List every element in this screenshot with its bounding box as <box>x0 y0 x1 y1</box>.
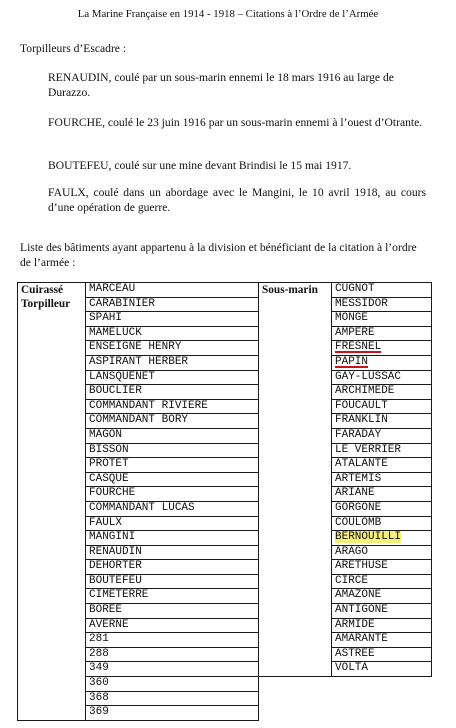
table-row <box>18 283 432 298</box>
ship-cell: DEHORTER <box>86 560 259 575</box>
table-row <box>18 355 432 370</box>
table-row <box>18 706 432 721</box>
ship-cell: 369 <box>86 706 259 721</box>
submarine-name: ARCHIMEDE <box>335 385 395 398</box>
submarine-cell <box>332 531 432 546</box>
label-cell <box>259 341 332 356</box>
submarine-name: AMPERE <box>335 326 375 339</box>
ship-cell: BOREE <box>86 604 259 619</box>
table-row <box>18 443 432 458</box>
table-row <box>18 428 432 443</box>
empty-cell <box>259 677 332 692</box>
entry-text: , coulé le 23 juin 1916 par un sous-marin ennemi à l’ouest d’Otrante. <box>102 116 423 129</box>
label-cell <box>18 706 86 721</box>
submarine-name: BERNOUILLI <box>335 531 402 544</box>
submarine-cell <box>332 560 432 575</box>
table-row <box>18 691 432 706</box>
entry-renaudin <box>48 70 426 101</box>
label-cell <box>18 647 86 662</box>
submarine-name: ARAGO <box>335 545 369 558</box>
submarine-name: ARIANE <box>335 487 375 500</box>
table-row <box>18 501 432 516</box>
label-cell <box>259 414 332 429</box>
submarine-cell <box>332 472 432 487</box>
entry-text: , coulé sur une mine devant Brindisi le 15 mai 1917. <box>108 159 352 172</box>
entry-text: , coulé dans un abordage avec le Mangini, le 10 avril 1918, au cours d’une opération de guerre. <box>48 186 426 215</box>
table-row <box>18 560 432 575</box>
submarine-name: AMAZONE <box>335 589 382 602</box>
submarine-name: LE VERRIER <box>335 443 402 456</box>
entry-boutefeu <box>48 158 426 173</box>
label-cell <box>259 312 332 327</box>
table-row <box>18 370 432 385</box>
label-cell <box>18 589 86 604</box>
label-cell <box>18 574 86 589</box>
submarine-name: VOLTA <box>335 662 369 675</box>
submarine-cell <box>332 283 432 298</box>
submarine-cell <box>332 399 432 414</box>
label-cell <box>18 428 86 443</box>
label-cell <box>259 370 332 385</box>
ships-table <box>17 282 432 721</box>
submarine-name: FARADAY <box>335 428 382 441</box>
empty-cell <box>259 706 332 721</box>
ship-cell: 368 <box>86 691 259 706</box>
submarine-name: CUGNOT <box>335 283 375 295</box>
label-cell <box>259 443 332 458</box>
ship-cell: 360 <box>86 677 259 692</box>
ship-cell: CIMETERRE <box>86 589 259 604</box>
label-cell <box>259 487 332 502</box>
table-row <box>18 574 432 589</box>
label-cell <box>259 560 332 575</box>
empty-cell <box>332 691 432 706</box>
ship-cell: MAGON <box>86 428 259 443</box>
submarine-cell <box>332 618 432 633</box>
label-cell <box>18 443 86 458</box>
label-cell <box>18 633 86 648</box>
entry-ship-name: BOUTEFEU <box>48 159 109 172</box>
submarine-name: AMARANTE <box>335 633 388 646</box>
table-row <box>18 458 432 473</box>
submarine-name: ARTEMIS <box>335 472 382 485</box>
ship-cell: MAMELUCK <box>86 326 259 341</box>
table-row <box>18 487 432 502</box>
table-row <box>18 399 432 414</box>
label-cell <box>18 487 86 502</box>
section-subheading: Torpilleurs d’Escadre : <box>20 42 127 55</box>
label-cell <box>18 355 86 370</box>
submarine-cell <box>332 385 432 400</box>
empty-cell <box>259 691 332 706</box>
ship-cell: FAULX <box>86 516 259 531</box>
table-row <box>18 472 432 487</box>
submarine-name: GORGONE <box>335 501 382 514</box>
table-row <box>18 662 432 677</box>
label-cell <box>18 604 86 619</box>
submarine-cell <box>332 370 432 385</box>
submarine-cell <box>332 516 432 531</box>
table-row <box>18 414 432 429</box>
table-row <box>18 589 432 604</box>
ship-cell: 281 <box>86 633 259 648</box>
ship-cell: ASPIRANT HERBER <box>86 355 259 370</box>
ship-cell: BISSON <box>86 443 259 458</box>
entry-ship-name: RENAUDIN <box>48 71 109 84</box>
ship-cell: FOURCHE <box>86 487 259 502</box>
submarine-name: PAPIN <box>335 355 369 368</box>
label-cell <box>259 633 332 648</box>
ship-cell: COMMANDANT RIVIERE <box>86 399 259 414</box>
label-cell <box>259 428 332 443</box>
entry-faulx <box>48 185 426 216</box>
label-cell <box>259 385 332 400</box>
label-cell <box>18 312 86 327</box>
label-cell <box>259 501 332 516</box>
ship-cell: BOUTEFEU <box>86 574 259 589</box>
submarine-cell <box>332 662 432 677</box>
submarine-cell <box>332 604 432 619</box>
table-row <box>18 341 432 356</box>
submarine-name: CIRCE <box>335 574 369 587</box>
label-cell <box>259 326 332 341</box>
ship-cell: ENSEIGNE HENRY <box>86 341 259 356</box>
label-cell <box>18 531 86 546</box>
submarine-name: FRANKLIN <box>335 414 388 427</box>
submarine-cell <box>332 647 432 662</box>
table-row <box>18 647 432 662</box>
label-cell <box>259 399 332 414</box>
ship-cell: LANSQUENET <box>86 370 259 385</box>
page-title: La Marine Française en 1914 - 1918 – Citations à l’Ordre de l’Armée <box>77 8 379 20</box>
submarine-name: MONGE <box>335 312 369 325</box>
ship-cell: SPAHI <box>86 312 259 327</box>
submarine-name: FOUCAULT <box>335 399 388 412</box>
submarine-cell <box>332 326 432 341</box>
label-cell <box>259 355 332 370</box>
ship-cell: BOUCLIER <box>86 385 259 400</box>
table-row <box>18 516 432 531</box>
label-cell <box>259 458 332 473</box>
label-cell <box>18 326 86 341</box>
label-cell <box>18 341 86 356</box>
ship-cell: RENAUDIN <box>86 545 259 560</box>
label-cell <box>259 662 332 677</box>
submarine-cell <box>332 414 432 429</box>
submarine-name: ASTREE <box>335 647 375 660</box>
submarine-cell <box>332 428 432 443</box>
submarine-name: COULOMB <box>335 516 382 529</box>
label-cell <box>18 472 86 487</box>
label-cell <box>18 560 86 575</box>
table-row <box>18 633 432 648</box>
submarine-name: ATALANTE <box>335 458 388 471</box>
submarine-cell <box>332 574 432 589</box>
ship-cell: MANGINI <box>86 531 259 546</box>
label-cell <box>259 472 332 487</box>
label-cell <box>18 501 86 516</box>
ship-cell: AVERNE <box>86 618 259 633</box>
submarine-name: ARETHUSE <box>335 560 388 573</box>
label-cell <box>259 516 332 531</box>
label-cell <box>259 647 332 662</box>
entry-ship-name: FOURCHE <box>48 116 103 129</box>
submarine-cell <box>332 443 432 458</box>
label-cell <box>18 691 86 706</box>
submarine-name: GAY-LUSSAC <box>335 370 402 383</box>
label-cell <box>18 677 86 692</box>
table-row <box>18 326 432 341</box>
ship-cell: CASQUE <box>86 472 259 487</box>
ship-cell: PROTET <box>86 458 259 473</box>
label-cell <box>18 399 86 414</box>
table-row <box>18 531 432 546</box>
label-cell <box>18 545 86 560</box>
label-cell <box>259 589 332 604</box>
submarine-cell <box>332 458 432 473</box>
label-cell <box>18 516 86 531</box>
empty-cell <box>332 677 432 692</box>
submarine-cell <box>332 545 432 560</box>
ship-cell: MARCEAU <box>86 283 259 298</box>
table-row <box>18 385 432 400</box>
submarine-name: ARMIDE <box>335 618 375 631</box>
table-row <box>18 677 432 692</box>
label-cell <box>18 618 86 633</box>
submarine-cell <box>332 312 432 327</box>
ship-cell: 349 <box>86 662 259 677</box>
label-cell <box>259 618 332 633</box>
label-cuirasse: Cuirassé <box>18 283 86 298</box>
label-cell <box>18 458 86 473</box>
table-row <box>18 297 432 312</box>
empty-cell <box>332 706 432 721</box>
submarine-name: MESSIDOR <box>335 297 388 310</box>
label-cell <box>259 545 332 560</box>
label-cell <box>18 662 86 677</box>
entry-text: , coulé par un sous-marin ennemi le 18 mars 1916 au large de Durazzo. <box>48 71 394 100</box>
submarine-name: FRESNEL <box>335 341 382 354</box>
submarine-name: ANTIGONE <box>335 604 388 617</box>
ship-cell: COMMANDANT BORY <box>86 414 259 429</box>
label-cell <box>259 531 332 546</box>
submarine-cell <box>332 487 432 502</box>
submarine-cell <box>332 355 432 370</box>
label-cell <box>259 297 332 312</box>
label-cell <box>18 385 86 400</box>
table-row <box>18 618 432 633</box>
table-row <box>18 545 432 560</box>
entry-fourche <box>48 115 426 130</box>
label-cell <box>259 574 332 589</box>
label-torpilleur: Torpilleur <box>18 297 86 312</box>
submarine-cell <box>332 633 432 648</box>
ship-cell: COMMANDANT LUCAS <box>86 501 259 516</box>
submarine-cell <box>332 501 432 516</box>
ship-cell: 288 <box>86 647 259 662</box>
label-sous-marin: Sous-marin <box>259 283 332 298</box>
ship-cell: CARABINIER <box>86 297 259 312</box>
submarine-cell <box>332 589 432 604</box>
submarine-cell <box>332 297 432 312</box>
list-intro: Liste des bâtiments ayant appartenu à la division et bénéficiant de la citation à l’ordre de l’armée : <box>20 241 417 270</box>
entry-ship-name: FAULX <box>48 186 86 199</box>
label-cell <box>18 370 86 385</box>
submarine-cell <box>332 341 432 356</box>
table-row <box>18 604 432 619</box>
label-cell <box>18 414 86 429</box>
label-cell <box>259 604 332 619</box>
table-row <box>18 312 432 327</box>
